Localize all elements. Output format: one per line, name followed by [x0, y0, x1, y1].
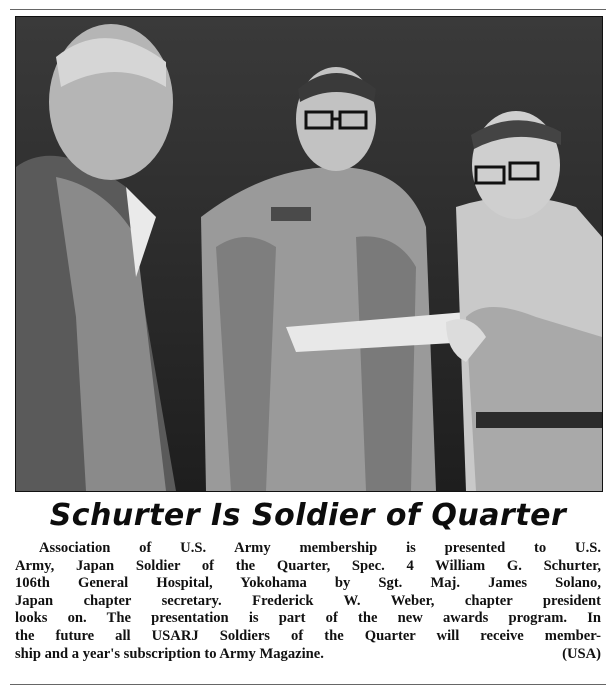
caption-line: the future all USARJ Soldiers of the Quarter will receive member- — [15, 627, 601, 644]
caption-line: Japan chapter secretary. Frederick W. Weber, chapter president — [15, 592, 601, 609]
photo-credit: (USA) — [562, 645, 601, 662]
caption-line: Army, Japan Soldier of the Quarter, Spec. 4 William G. Schurter, — [15, 557, 601, 574]
headline: Schurter Is Soldier of Quarter — [49, 498, 567, 533]
caption-last-line — [15, 646, 601, 664]
caption-line: 106th General Hospital, Yokohama by Sgt. Maj. James Solano, — [15, 575, 601, 592]
news-photo — [15, 16, 603, 492]
bottom-rule — [10, 684, 606, 685]
caption-line: Association of U.S. Army membership is presented to U.S. — [39, 540, 601, 556]
top-rule — [10, 9, 606, 10]
photo-caption — [15, 540, 601, 663]
caption-line: looks on. The presentation is part of the new awards program. In — [15, 610, 601, 627]
photo-illustration — [16, 17, 602, 491]
caption-line: ship and a year's subscription to Army Magazine. — [15, 645, 324, 662]
